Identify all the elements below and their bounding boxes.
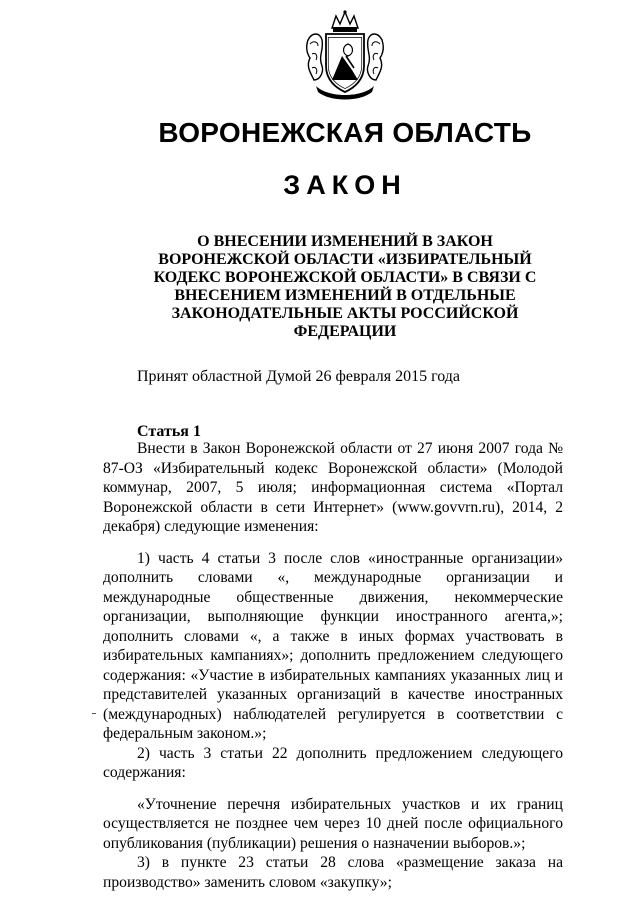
law-title-line: ВОРОНЕЖСКОЙ ОБЛАСТИ «ИЗБИРАТЕЛЬНЫЙ	[158, 251, 532, 268]
document-type: ЗАКОН	[283, 170, 407, 200]
adoption-date: Принят областной Думой 26 февраля 2015 года	[137, 368, 461, 385]
coat-of-arms-icon	[302, 10, 388, 102]
law-title-line: О ВНЕСЕНИИ ИЗМЕНЕНИЙ В ЗАКОН	[197, 233, 493, 250]
law-title-line: ВНЕСЕНИЕМ ИЗМЕНЕНИЙ В ОТДЕЛЬНЫЕ	[174, 287, 516, 304]
amendment-item-3: 3) в пункте 23 статьи 28 слова «размещение заказа на производство» заменить словом «закупку»;	[103, 854, 563, 891]
region-name: ВОРОНЕЖСКАЯ ОБЛАСТЬ	[158, 117, 532, 148]
amendment-item-2: 2) часть 3 статьи 22 дополнить предложением следующего содержания:	[103, 744, 563, 781]
law-title-line: ЗАКОНОДАТЕЛЬНЫЕ АКТЫ РОССИЙСКОЙ	[171, 305, 519, 322]
law-title-line: ФЕДЕРАЦИИ	[293, 323, 397, 340]
law-title-line: КОДЕКС ВОРОНЕЖСКОЙ ОБЛАСТИ» В СВЯЗИ С	[153, 269, 537, 286]
article-heading: Статья 1	[137, 423, 201, 440]
article-intro: Внести в Закон Воронежской области от 27 июня 2007 года № 87-ОЗ «Избирательный кодекс Воронежской области» (Молодой коммунар, 2007, 5 июля; информационная система «Портал Воронежской области в сети Интернет» (www.govvrn.ru), 2014, 2 декабря) следующие изменения:	[103, 440, 563, 535]
amendment-item-2-quote: «Уточнение перечня избирательных участков и их границ осуществляется не позднее чем через 10 дней после официального опубликования (публикации) решения о назначении выборов.»;	[103, 795, 563, 852]
article-body	[103, 439, 563, 892]
law-title	[150, 233, 540, 341]
margin-mark	[92, 713, 96, 714]
amendment-item-1: 1) часть 4 статьи 3 после слов «иностранные организации» дополнить словами «, международные организации и международные общественные движения, некоммерческие организации, выполняющие функции иностранного агента,»; дополнить словами «, а также в иных формах участвовать в избирательных кампаниях»; дополнить предложением следующего содержания: «Участие в избирательных кампаниях указанных лиц и представителей указанных организаций в качестве иностранных (международных) наблюдателей регулируется в соответствии с федеральным законом.»;	[103, 549, 563, 742]
